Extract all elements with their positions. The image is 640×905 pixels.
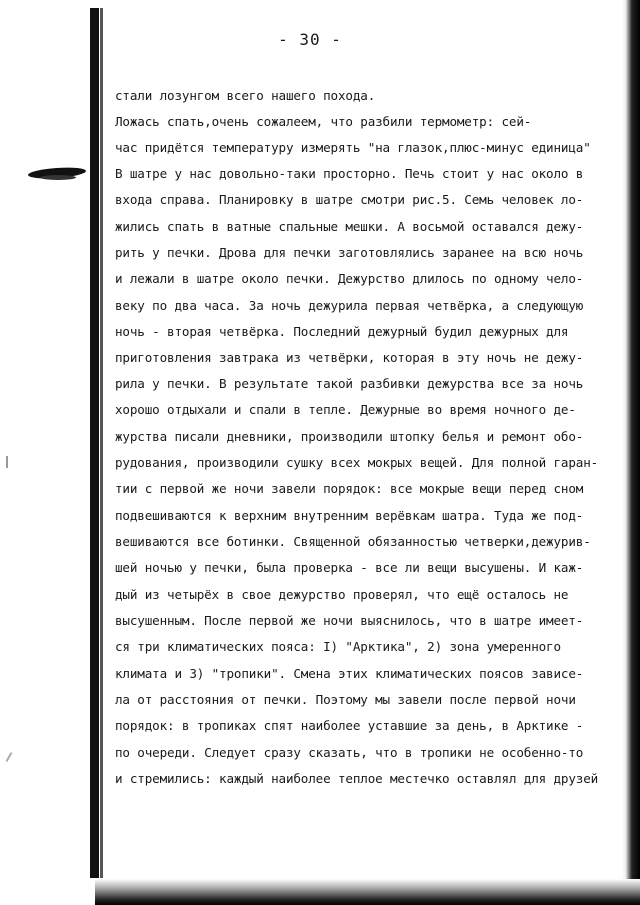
text-line: вешиваются все ботинки. Священной обязанностью четверки,дежурив- bbox=[115, 534, 591, 549]
scan-spine-shadow bbox=[90, 8, 99, 878]
text-line: жились спать в ватные спальные мешки. А восьмой оставался дежу- bbox=[115, 219, 584, 234]
text-line: ла от расстояния от печки. Поэтому мы завели после первой ночи bbox=[115, 692, 576, 707]
text-line: и стремились: каждый наиболее теплое местечко оставлял для друзей bbox=[115, 771, 599, 786]
text-line: приготовления завтрака из четвёрки, которая в эту ночь не дежу- bbox=[115, 350, 584, 365]
text-line: дый из четырёх в свое дежурство проверял, что ещё осталось не bbox=[115, 587, 569, 602]
text-line: подвешиваются к верхним внутренним верёвкам шатра. Туда же под- bbox=[115, 508, 584, 523]
text-line: порядок: в тропиках спят наиболее уставшие за день, в Арктике - bbox=[115, 718, 584, 733]
text-line: шей ночью у печки, была проверка - все ли вещи высушены. И каж- bbox=[115, 560, 584, 575]
text-line: веку по два часа. За ночь дежурила первая четвёрка, а следующую bbox=[115, 298, 584, 313]
scan-right-edge bbox=[622, 0, 640, 905]
text-line: хорошо отдыхали и спали в тепле. Дежурные во время ночного де- bbox=[115, 402, 576, 417]
scan-mark bbox=[6, 456, 8, 468]
text-line: по очереди. Следует сразу сказать, что в тропики не особенно-то bbox=[115, 745, 584, 760]
text-line: тии с первой же ночи завели порядок: все мокрые вещи перед сном bbox=[115, 481, 584, 496]
text-line: и лежали в шатре около печки. Дежурство длилось по одному чело- bbox=[115, 271, 584, 286]
scan-bottom-edge bbox=[95, 879, 640, 905]
page-number: - 30 - bbox=[278, 30, 342, 49]
text-line: журства писали дневники, производили штопку белья и ремонт обо- bbox=[115, 429, 584, 444]
text-line: рудования, производили сушку всех мокрых вещей. Для полной гаран- bbox=[115, 455, 599, 470]
text-line: высушенным. После первой же ночи выяснилось, что в шатре имеет- bbox=[115, 613, 584, 628]
ink-smudge-tail bbox=[40, 175, 76, 180]
text-line: входа справа. Планировку в шатре смотри рис.5. Семь человек ло- bbox=[115, 192, 584, 207]
text-line: Ложась спать,очень сожалеем, что разбили термометр: сей- bbox=[115, 114, 532, 129]
text-line: час придётся температуру измерять "на глазок,плюс-минус единица" bbox=[115, 140, 591, 155]
text-line: ся три климатических пояса: I) "Арктика", 2) зона умеренного bbox=[115, 639, 561, 654]
text-line: стали лозунгом всего нашего похода. bbox=[115, 88, 376, 103]
text-line: рить у печки. Дрова для печки заготовлялись заранее на всю ночь bbox=[115, 245, 584, 260]
text-line: ночь - вторая четвёрка. Последний дежурный будил дежурных для bbox=[115, 324, 569, 339]
text-line: В шатре у нас довольно-таки просторно. Печь стоит у нас около в bbox=[115, 166, 584, 181]
scan-spine-edge bbox=[100, 8, 103, 878]
scan-mark bbox=[6, 752, 13, 762]
text-line: климата и 3) "тропики". Смена этих климатических поясов зависе- bbox=[115, 666, 584, 681]
text-line: рила у печки. В результате такой разбивки дежурства все за ночь bbox=[115, 376, 584, 391]
